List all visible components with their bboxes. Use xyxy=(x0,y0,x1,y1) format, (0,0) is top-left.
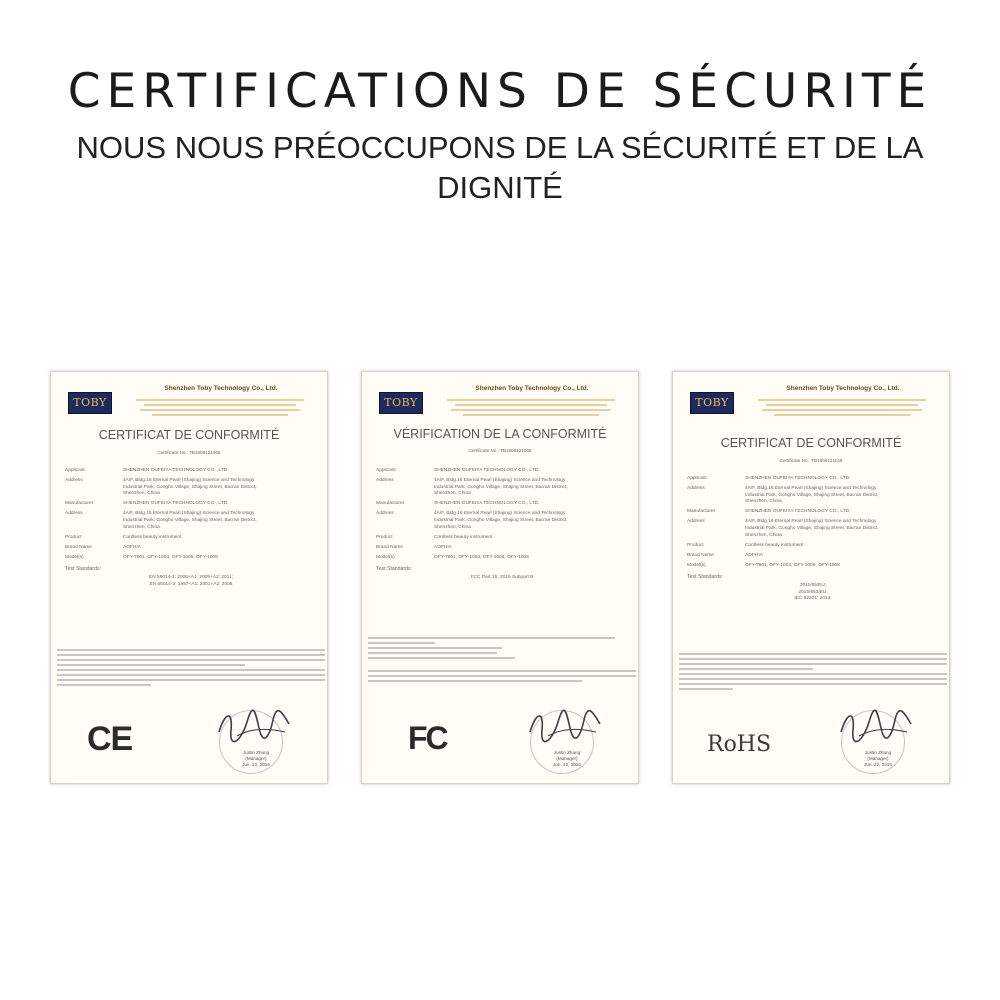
toby-logo: TOBY xyxy=(68,392,112,414)
detail-row: Address 4A/F, Bldg.16 Eternal Pearl (Shajing) Science and Technology Industrial Park, Gongho Village, Shajing Street, Bao'an District, Shenzhen, China xyxy=(65,511,257,530)
toby-logo: TOBY xyxy=(379,392,423,414)
certificate-fcc xyxy=(361,371,639,784)
detail-row: Applicant SHENZHEN OUFEIYA TECHNOLOGY CO., LTD. xyxy=(376,468,540,473)
certificate-title: CERTIFICAT DE CONFORMITÉ xyxy=(720,436,902,450)
certificate-details xyxy=(687,476,939,603)
company-name: Shenzhen Toby Technology Co., Ltd. xyxy=(164,385,278,392)
standards-label: Test Standards: xyxy=(376,565,413,572)
compliance-paragraph xyxy=(679,650,947,693)
certificate-details xyxy=(65,468,317,588)
toby-logo: TOBY xyxy=(690,392,734,414)
certificate-rohs xyxy=(672,371,950,784)
detail-row: Product Cordless beauty instrument xyxy=(687,542,804,548)
company-address-lines xyxy=(125,396,315,419)
signature-icon xyxy=(211,702,301,752)
signature-stamp xyxy=(211,702,301,772)
signature-stamp xyxy=(522,702,612,772)
detail-row: Address 4A/F, Bldg.16 Eternal Pearl (Shajing) Science and Technology Industrial Park, Gongho Village, Shajing Street, Bao'an District, Shenzhen, China xyxy=(687,519,879,538)
detail-row: Address 4A/F, Bldg.16 Eternal Pearl (Shajing) Science and Technology Industrial Park, Gongho Village, Shajing Street, Bao'an District, Shenzhen, China xyxy=(376,511,568,530)
company-name: Shenzhen Toby Technology Co., Ltd. xyxy=(786,385,900,392)
detail-row: Applicant SHENZHEN OUFEIYA TECHNOLOGY CO., LTD. xyxy=(65,468,229,473)
standards-list: 2011/65/EU; 2015/863/EU; IEC 62321: 2013. xyxy=(794,583,832,602)
signature-icon xyxy=(522,702,612,752)
detail-row: Product Cordless beauty instrument xyxy=(376,534,493,540)
detail-row: Manufacturer SHENZHEN OUFEIYA TECHNOLOGY CO., LTD. xyxy=(65,501,229,507)
certificate-title: VÉRIFICATION DE LA CONFORMITÉ xyxy=(393,427,607,441)
certificate-number: Certificate No.: TB1608121068 xyxy=(157,450,221,455)
standards-list: FCC Part 15: 2015 Subpart B xyxy=(470,575,534,581)
ce-mark: CE xyxy=(87,720,133,758)
signer-info: Justin Zhang (Manager) Jun. 22, 2016 xyxy=(553,750,581,767)
detail-row: Product Cordless beauty instrument xyxy=(65,534,182,540)
compliance-paragraph xyxy=(368,634,636,685)
certificate-title: CERTIFICAT DE CONFORMITÉ xyxy=(98,428,280,442)
company-name: Shenzhen Toby Technology Co., Ltd. xyxy=(475,385,589,392)
compliance-paragraph xyxy=(57,646,325,689)
certificate-details xyxy=(376,468,628,582)
standards-label: Test Standards: xyxy=(65,565,102,572)
detail-row: Brand Name AOFHIA xyxy=(376,544,452,550)
detail-row: Address 4A/F, Bldg.16 Eternal Pearl (Shajing) Science and Technology Industrial Park, Gongho Village, Shajing Street, Bao'an District, Shenzhen, China xyxy=(65,478,257,497)
standards-label: Test Standards: xyxy=(687,573,724,580)
fcc-mark: FC xyxy=(408,720,447,756)
detail-row: Model(s) OFY-7801, OFY-1003, OFY-1006, OFY-1008 xyxy=(376,554,529,560)
detail-row: Brand Name AOFHIA xyxy=(687,552,763,558)
detail-row: Manufacturer SHENZHEN OUFEIYA TECHNOLOGY CO., LTD. xyxy=(376,501,540,507)
signature-icon xyxy=(833,702,923,752)
detail-row: Applicant SHENZHEN OUFEIYA TECHNOLOGY CO., LTD. xyxy=(687,476,851,481)
detail-row: Manufacturer SHENZHEN OUFEIYA TECHNOLOGY CO., LTD. xyxy=(687,509,851,515)
detail-row: Model(s) OFY-7801, OFY-1003, OFY-1006, OFY-1008 xyxy=(687,562,840,568)
certificate-ce xyxy=(50,371,328,784)
signer-info: Justin Zhang (Manager) Jun. 22, 2016 xyxy=(864,750,892,767)
detail-row: Address 4A/F, Bldg.16 Eternal Pearl (Shajing) Science and Technology Industrial Park, Gongho Village, Shajing Street, Bao'an District, Shenzhen, China xyxy=(376,478,568,497)
detail-row: Model(s) OFY-7801, OFY-1003, OFY-1006, OFY-1008 xyxy=(65,554,218,560)
company-address-lines xyxy=(436,396,626,419)
detail-row: Address 4A/F, Bldg.16 Eternal Pearl (Shajing) Science and Technology Industrial Park, Gongho Village, Shajing Street, Bao'an District, Shenzhen, China xyxy=(687,486,879,505)
certificate-number: Certificate No.: TB1608121148 xyxy=(779,458,843,463)
rohs-mark: RoHS xyxy=(707,732,772,757)
page-title: CERTIFICATIONS DE SÉCURITÉ xyxy=(67,64,933,119)
certificate-number: Certificate No.: TB1608121068 xyxy=(468,448,532,453)
standards-list: EN 55014-1: 2006+A1: 2009+A2: 2011; EN 55014-2: 1997+A1: 2001+A2: 2008 xyxy=(149,575,233,587)
company-address-lines xyxy=(747,396,937,419)
signature-stamp xyxy=(833,702,923,772)
detail-row: Brand Name AOFHIA xyxy=(65,544,141,550)
signer-info: Justin Zhang (Manager) Jun. 22, 2016 xyxy=(242,750,270,767)
page-subtitle: NOUS NOUS PRÉOCCUPONS DE LA SÉCURITÉ ET DE LA DIGNITÉ xyxy=(76,130,924,205)
